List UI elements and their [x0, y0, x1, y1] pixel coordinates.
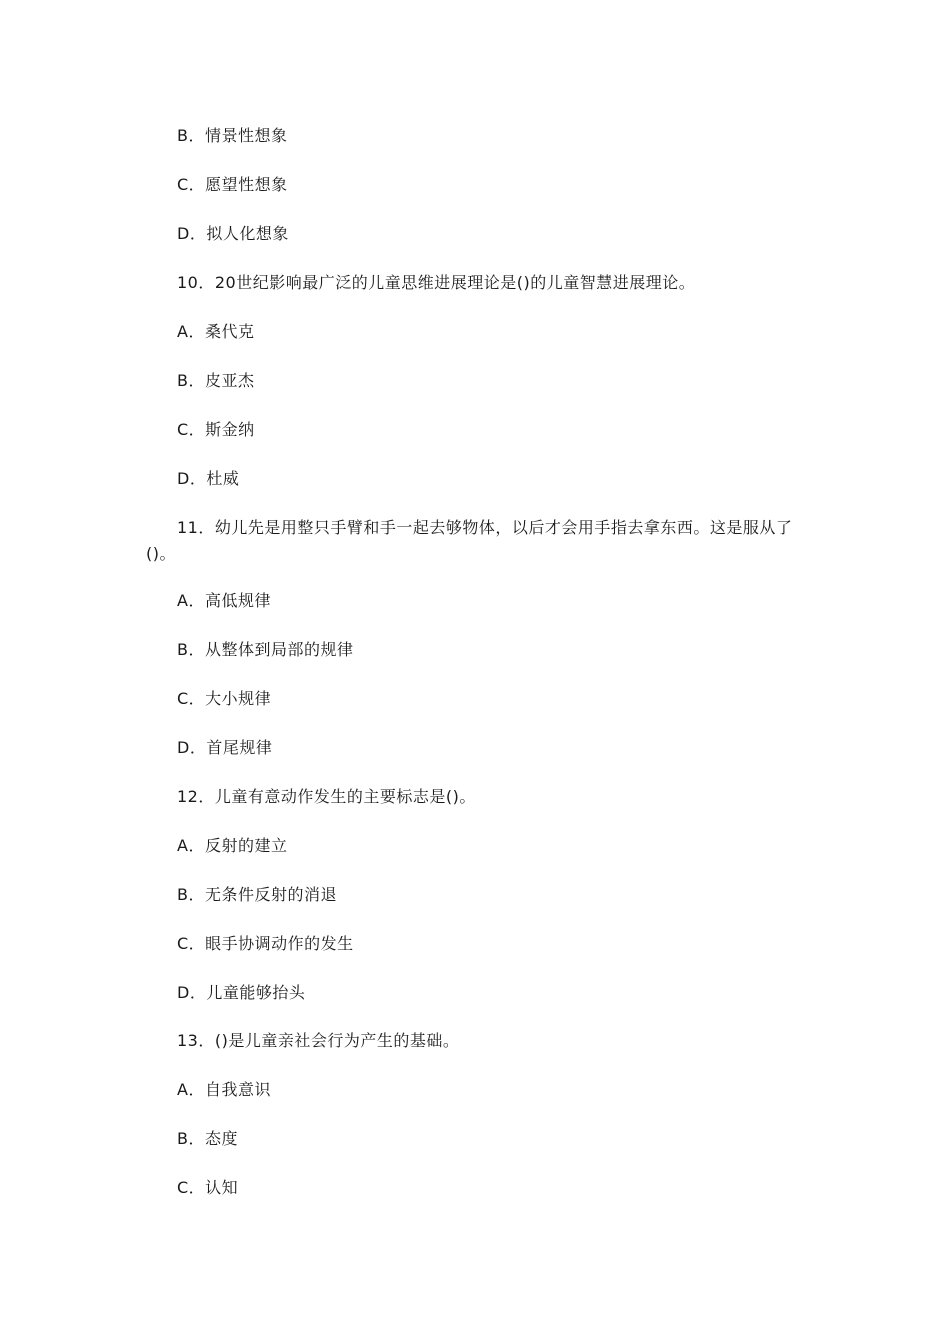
q10-option-a: A．桑代克: [177, 322, 255, 341]
q11-stem-line2: ()。: [146, 544, 176, 563]
q12-option-b: B．无条件反射的消退: [177, 885, 337, 904]
q12-option-c: C．眼手协调动作的发生: [177, 934, 354, 953]
q13-option-c: C．认知: [177, 1178, 239, 1197]
q10-option-c: C．斯金纳: [177, 420, 255, 439]
q9-option-b: B．情景性想象: [177, 126, 288, 145]
q12-option-d: D．儿童能够抬头: [177, 983, 306, 1002]
q11-option-d: D．首尾规律: [177, 738, 273, 757]
q13-option-a: A．自我意识: [177, 1080, 271, 1099]
q12-option-a: A．反射的建立: [177, 836, 288, 855]
q11-option-b: B．从整体到局部的规律: [177, 640, 354, 659]
q9-option-c: C．愿望性想象: [177, 175, 288, 194]
q11-option-c: C．大小规律: [177, 689, 272, 708]
q10-option-b: B．皮亚杰: [177, 371, 255, 390]
q10-option-d: D．杜威: [177, 469, 240, 488]
q10-stem: 10．20世纪影响最广泛的儿童思维进展理论是()的儿童智慧进展理论。: [177, 273, 696, 292]
q11-option-a: A．高低规律: [177, 591, 271, 610]
q9-option-d: D．拟人化想象: [177, 224, 289, 243]
q11-stem-line1: 11．幼儿先是用整只手臂和手一起去够物体，以后才会用手指去拿东西。这是服从了: [177, 518, 793, 537]
q13-stem: 13．()是儿童亲社会行为产生的基础。: [177, 1031, 460, 1050]
q13-option-b: B．态度: [177, 1129, 238, 1148]
q12-stem: 12．儿童有意动作发生的主要标志是()。: [177, 787, 476, 806]
